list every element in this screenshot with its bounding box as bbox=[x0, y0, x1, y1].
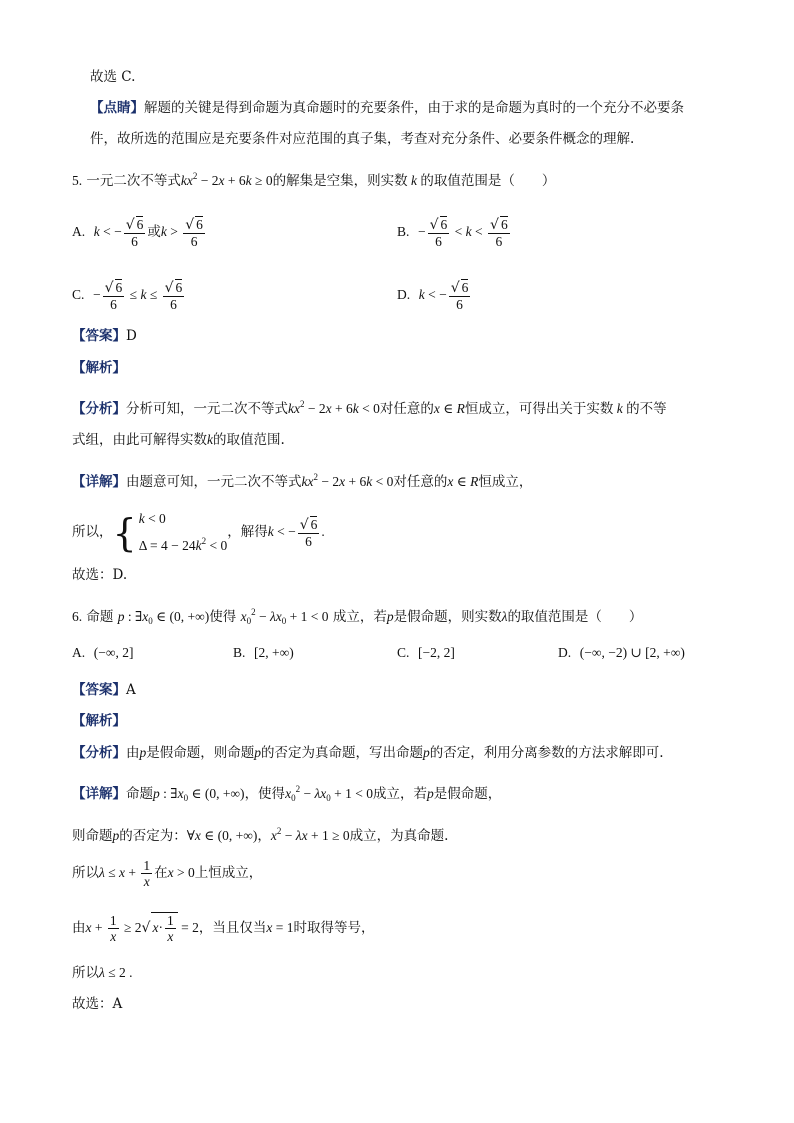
dianjing-line1: 【点睛】解题的关键是得到命题为真命题时的充要条件，由于求的是命题为真时的一个充分不必要条 bbox=[90, 100, 684, 116]
dianjing-line2: 件，故所选的范围应是充要条件对应范围的真子集，考查对充分条件、必要条件概念的理解. bbox=[90, 131, 635, 147]
q5-stem: 5. 一元二次不等式$kx^2 - 2x + 6k \ge 0$的解集是空集，则实数 k 的取值范围是（ ） bbox=[72, 171, 556, 189]
q6-guxuan: 故选：A bbox=[72, 996, 123, 1012]
q6-choice-a[interactable]: A. (−∞, 2] bbox=[72, 645, 134, 660]
q6-choice-c[interactable]: C. [−2, 2] bbox=[397, 645, 455, 660]
q6-choice-b[interactable]: B. [2, +∞) bbox=[233, 645, 294, 660]
q6-stem: 6. 命题 p : $\exists x_0$ ∈ (0, +∞)使得 $x_0^2 - \lambda x_0 + 1 < 0$ 成立，若p是假命题，则实数λ的取值范围是（ ） bbox=[72, 607, 643, 626]
dianjing-tag: 【点睛】 bbox=[90, 100, 144, 116]
q5-answer: 【答案】D bbox=[72, 328, 137, 344]
q6-fenxi: 【分析】由p是假命题，则命题p的否定为真命题，写出命题p的否定，利用分离参数的方法求解即可. bbox=[72, 745, 664, 761]
q6-suoyi-line: 所以λ ≤ x + $\frac{1}{x}$ 在x > 0上恒成立， bbox=[72, 858, 263, 889]
q6-answer: 【答案】A bbox=[72, 682, 136, 698]
q6-result-line: 所以λ ≤ 2 . bbox=[72, 965, 133, 981]
q6-xiangjie-line1: 【详解】命题p : $\exists x_0$ ∈ (0, +∞)，使得$x_0^2 - \lambda x_0 + 1 < 0$成立，若p是假命题， bbox=[72, 784, 502, 803]
q5-jiexi: 【解析】 bbox=[72, 360, 126, 376]
q5-system-line: 所以， { k < 0 $\Delta = 4 - 24k^2 < 0$ ，解得k < − $\frac{√ 6}{6}$ . bbox=[72, 510, 325, 555]
conclusion-line: 故选 C. bbox=[90, 69, 136, 85]
q5-choice-d[interactable]: D. k < − $\frac{√ 6}{6}$ bbox=[397, 280, 469, 312]
q6-choice-d[interactable]: D. (−∞, −2) ∪ [2, +∞) bbox=[558, 645, 685, 660]
q5-choice-c[interactable]: C. − $\frac{√ 6}{6}$ ≤ k ≤ $\frac{√ 6}{6}$ bbox=[72, 280, 183, 312]
q5-fenxi-line2: 式组，由此可解得实数k的取值范围. bbox=[72, 432, 285, 448]
q6-negation-line: 则命题p的否定为：∀x ∈ (0, +∞)，$x^2 - \lambda x + 1 \ge 0$成立，为真命题. bbox=[72, 826, 449, 844]
q6-amgm-line: 由x + $\frac{1}{x}$ ≥ 2√ x· $\frac{1}{x}$ = 2，当且仅当x = 1时取得等号， bbox=[72, 913, 375, 944]
q5-fenxi-line1: 【分析】分析可知，一元二次不等式$kx^2 - 2x + 6k < 0$对任意的x ∈ R恒成立，可得出关于实数 k 的不等 bbox=[72, 399, 667, 417]
q5-choice-a[interactable]: A. k < − $\frac{√ 6}{6}$ 或k > $\frac{√ 6}{6}$ bbox=[72, 217, 203, 249]
q5-guxuan: 故选：D. bbox=[72, 567, 128, 583]
q5-xiangjie-line1: 【详解】由题意可知，一元二次不等式$kx^2 - 2x + 6k < 0$对任意的x ∈ R恒成立， bbox=[72, 472, 533, 490]
q5-choice-b[interactable]: B. − $\frac{√ 6}{6}$ < k < $\frac{√ 6}{6}$ bbox=[397, 217, 508, 249]
q6-jiexi: 【解析】 bbox=[72, 713, 126, 729]
